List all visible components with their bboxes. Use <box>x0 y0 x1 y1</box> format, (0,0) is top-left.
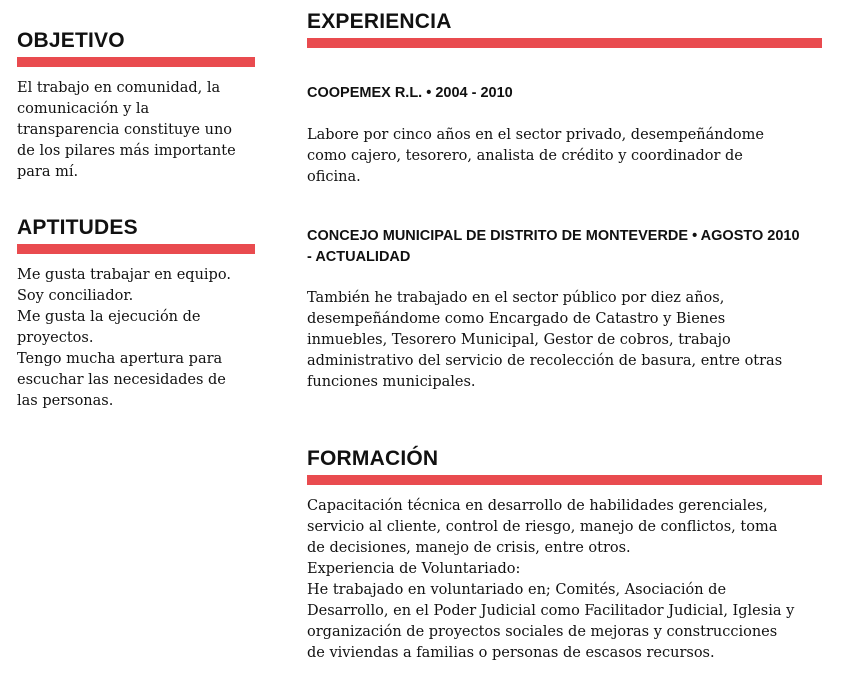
job-description-line: inmuebles, Tesorero Municipal, Gestor de cobros, trabajo <box>307 332 731 348</box>
objetivo-line: El trabajo en comunidad, la <box>17 80 221 96</box>
job-entry <box>307 83 822 188</box>
objetivo-text <box>17 78 255 183</box>
job-title <box>307 226 822 268</box>
aptitudes-line: Me gusta trabajar en equipo. <box>17 267 231 283</box>
objetivo-line: transparencia constituye uno <box>17 122 233 138</box>
formacion-line: servicio al cliente, control de riesgo, manejo de conflictos, toma <box>307 519 778 535</box>
job-title-line: CONCEJO MUNICIPAL DE DISTRITO DE MONTEVERDE • AGOSTO 2010 <box>307 228 800 244</box>
job-description-line: como cajero, tesorero, analista de crédito y coordinador de <box>307 148 743 164</box>
aptitudes-line: las personas. <box>17 393 114 409</box>
formacion-line: de decisiones, manejo de crisis, entre otros. <box>307 540 631 556</box>
formacion-line: He trabajado en voluntariado en; Comités, Asociación de <box>307 582 727 598</box>
formacion-text <box>307 496 822 664</box>
aptitudes-line: Soy conciliador. <box>17 288 134 304</box>
job-title-line: - ACTUALIDAD <box>307 249 411 265</box>
job-entry <box>307 226 822 393</box>
formacion-line: de viviendas a familias o personas de escasos recursos. <box>307 645 715 661</box>
objetivo-line: de los pilares más importante <box>17 143 236 159</box>
objetivo-heading: OBJETIVO <box>17 29 125 52</box>
job-description-line: También he trabajado en el sector público por diez años, <box>307 290 725 306</box>
aptitudes-line: proyectos. <box>17 330 94 346</box>
experiencia-section <box>307 10 822 48</box>
job-description-line: oficina. <box>307 169 361 185</box>
objetivo-line: comunicación y la <box>17 101 150 117</box>
job-description-line: funciones municipales. <box>307 374 476 390</box>
aptitudes-text <box>17 265 255 412</box>
aptitudes-divider <box>17 244 255 254</box>
formacion-line: Desarrollo, en el Poder Judicial como Facilitador Judicial, Iglesia y <box>307 603 795 619</box>
formacion-heading: FORMACIÓN <box>307 447 439 470</box>
objetivo-line: para mí. <box>17 164 79 180</box>
formacion-divider <box>307 475 822 485</box>
job-description <box>307 288 822 393</box>
aptitudes-line: escuchar las necesidades de <box>17 372 226 388</box>
objetivo-divider <box>17 57 255 67</box>
objetivo-section <box>17 29 255 183</box>
aptitudes-section <box>17 216 255 412</box>
job-title-line: COOPEMEX R.L. • 2004 - 2010 <box>307 85 513 101</box>
experiencia-divider <box>307 38 822 48</box>
formacion-line: Experiencia de Voluntariado: <box>307 561 521 577</box>
job-description-line: desempeñándome como Encargado de Catastro y Bienes <box>307 311 726 327</box>
job-description-line: administrativo del servicio de recolección de basura, entre otras <box>307 353 783 369</box>
experiencia-heading: EXPERIENCIA <box>307 10 452 33</box>
aptitudes-heading: APTITUDES <box>17 216 138 239</box>
formacion-line: organización de proyectos sociales de mejoras y construcciones <box>307 624 778 640</box>
job-title <box>307 83 822 104</box>
formacion-section <box>307 447 822 664</box>
formacion-line: Capacitación técnica en desarrollo de habilidades gerenciales, <box>307 498 768 514</box>
aptitudes-line: Me gusta la ejecución de <box>17 309 201 325</box>
aptitudes-line: Tengo mucha apertura para <box>17 351 223 367</box>
job-description-line: Labore por cinco años en el sector privado, desempeñándome <box>307 127 764 143</box>
job-description <box>307 125 822 188</box>
